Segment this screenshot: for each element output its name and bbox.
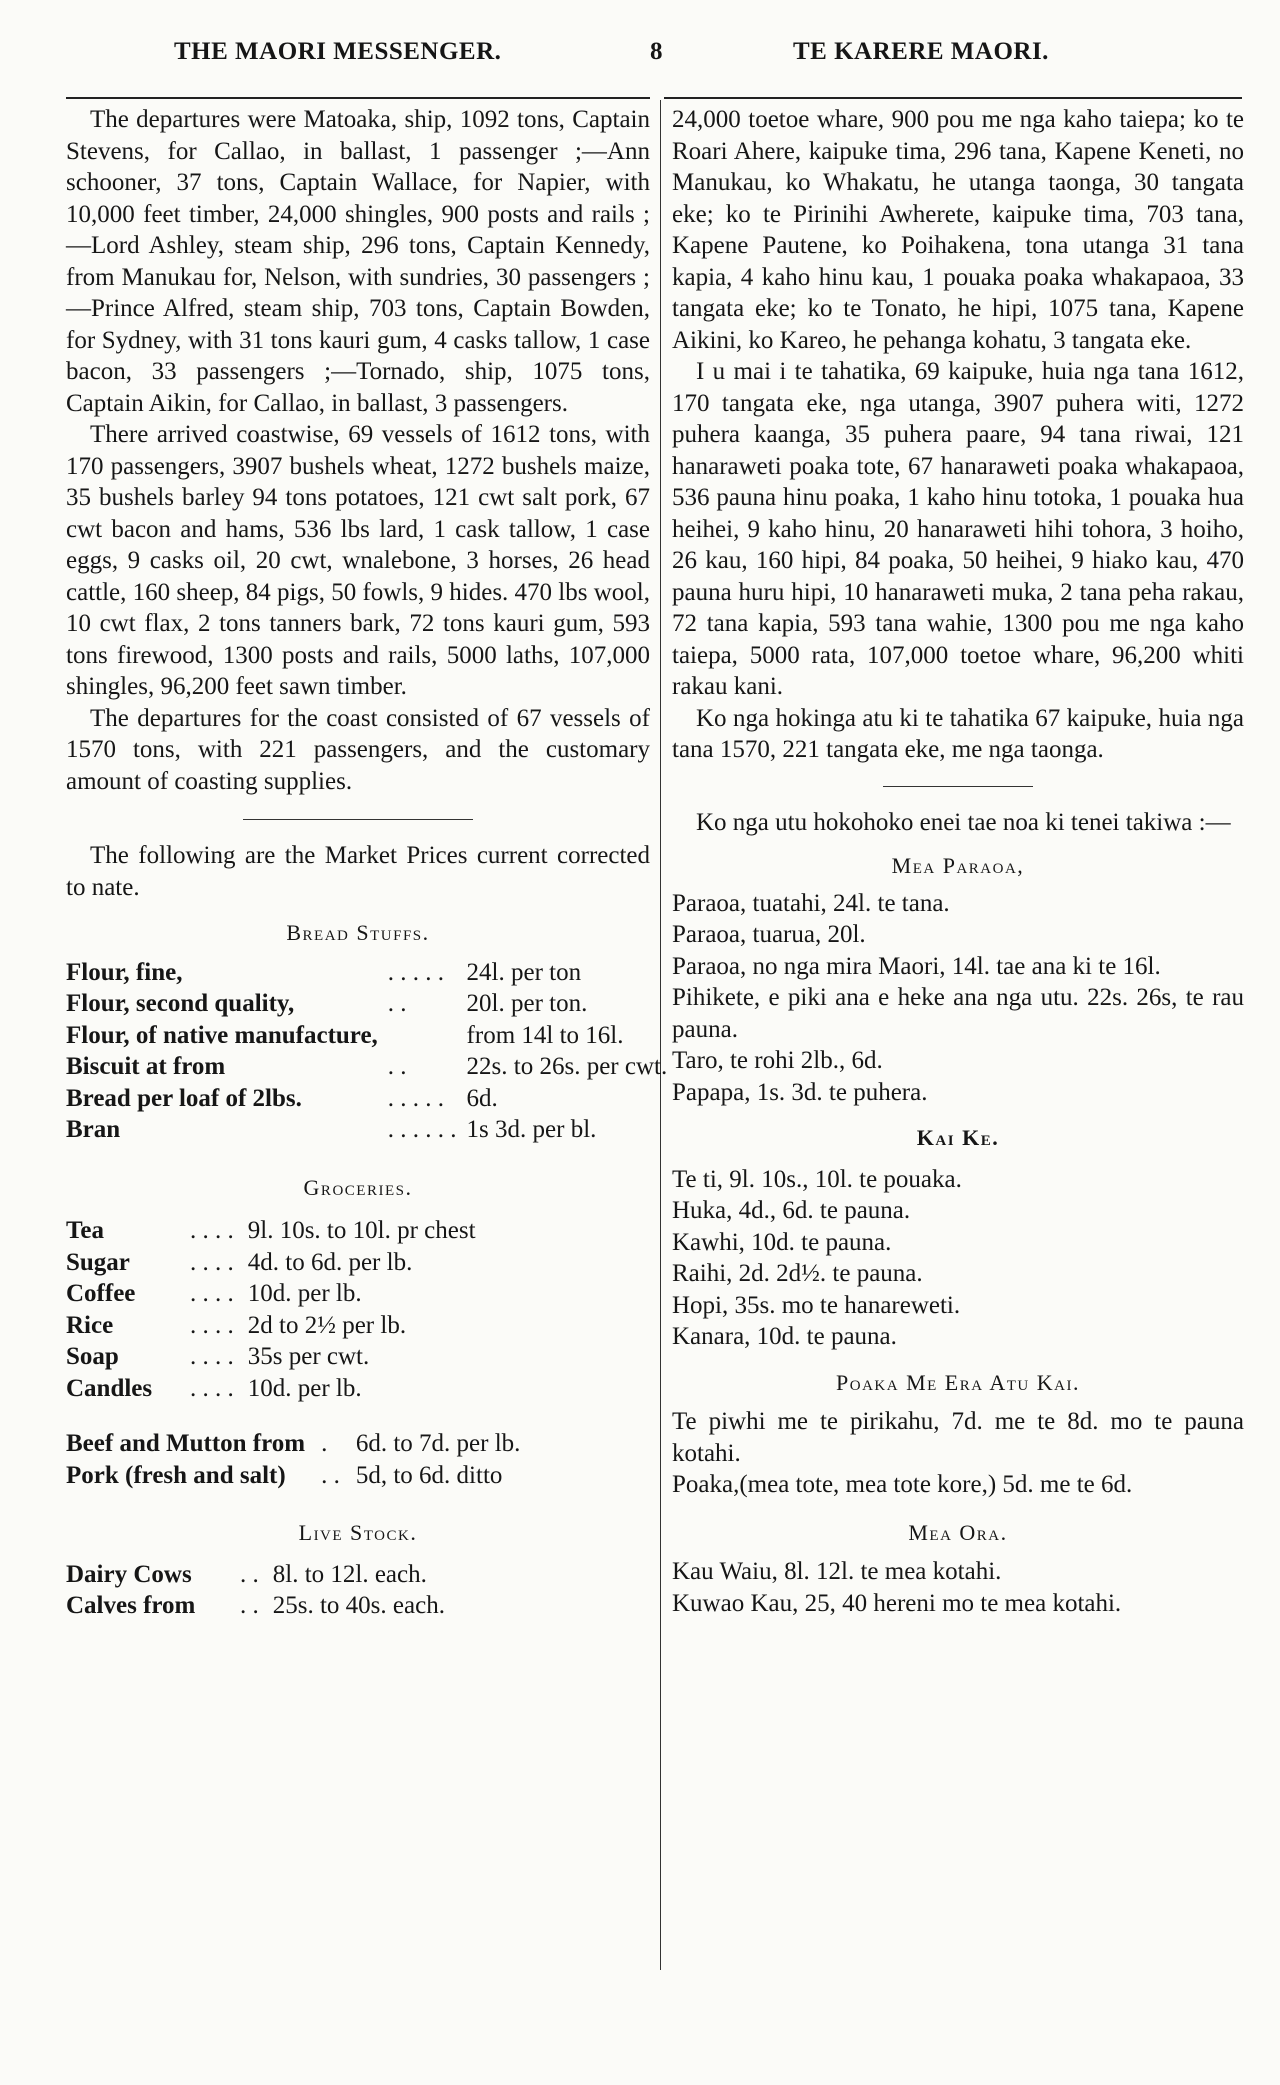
item-name: Flour, fine, [66,958,183,986]
list-item: Kawhi, 10d. te pauna. [672,1228,892,1256]
price-row [66,1428,520,1460]
live-stock-heading: Live Stock. [298,1520,418,1545]
item-name: Bran [66,1116,121,1143]
item-name: Candles [66,1374,153,1402]
groceries-heading: Groceries. [303,1174,413,1200]
mea-ora-heading: Mea Ora. [908,1519,1008,1545]
item-price: 8l. to 12l. each. [272,1560,427,1588]
price-row [66,1278,476,1310]
price-row [66,957,667,989]
item-name: Dairy Cows [66,1560,192,1588]
departures-paragraph: The departures were Matoaka, ship, 1092 tons, Captain Stevens, for Callao, in ballast, 1 passenger ;—Ann schooner, 37 tons, Captain Wallace, for Napier, with 10,000 feet timber, 24,000 shingles, 900 posts and rails ;—Lord Ashley, steam ship, 296 tons, Captain Kennedy, from Manukau for, Nelson, with sundries, 30 passengers ;—Prince Alfred, steam ship, 703 tons, Captain Bowden, for Sydney, with 31 tons kauri gum, 4 casks tallow, 1 case bacon, 33 passengers ;—Tornado, ship, 1075 tons, Captain Aikin, for Callao, in ballast, 3 passengers. [66,106,650,417]
list-item: Kau Waiu, 8l. 12l. te mea kotahi. [672,1558,1002,1585]
leader-dots: . . . . [190,1280,234,1307]
maori-column [672,104,1244,1619]
list-item: Paraoa, tuarua, 20l. [672,921,866,948]
arrivals-paragraph: There arrived coastwise, 69 vessels of 1612 tons, with 170 passengers, 3907 bushels wheat, 1272 bushels maize, 35 bushels barley 94 tons potatoes, 121 cwt salt pork, 67 cwt bacon and hams, 536 lbs lard, 1 cask tallow, 1 case eggs, 9 casks oil, 20 cwt, wnalebone, 3 horses, 26 head cattle, 160 sheep, 84 pigs, 50 fowls, 9 hides. 470 lbs wool, 10 cwt flax, 2 tons tanners bark, 72 tons kauri gum, 593 tons firewood, 1300 posts and rails, 5000 laths, 107,000 shingles, 96,200 feet sawn timber. [66,421,650,700]
price-row [66,1083,667,1115]
bread-stuffs-table [66,957,667,1146]
header-title-english: THE MAORI MESSENGER. [174,38,502,65]
section-rule [883,786,1033,787]
item-price: from 14l to 16l. [466,1021,624,1049]
item-price: 20l. per ton. [466,990,588,1017]
english-column [66,104,668,1622]
item-name: Beef and Mutton from [66,1430,306,1457]
leader-dots: . . [387,1053,407,1080]
header-title-maori: TE KARERE MAORI. [793,38,1049,65]
item-name: Bread per loaf of 2lbs. [66,1084,302,1112]
item-price: 6d. to 7d. per lb. [355,1430,521,1457]
leader-dots: . . . . [190,1217,234,1244]
price-row [66,1051,667,1083]
item-name: Biscuit at from [66,1053,226,1080]
leader-dots: . . . . . [387,1084,445,1112]
market-intro: The following are the Market Prices current corrected to nate. [66,842,650,901]
list-item: Taro, te rohi 2lb., 6d. [672,1047,883,1074]
item-price: 10d. per lb. [247,1374,362,1402]
item-name: Flour, second quality, [66,990,295,1017]
list-item: Paraoa, no nga mira Maori, 14l. tae ana ki te 16l. [672,952,1161,980]
list-item: Hopi, 35s. mo te hanareweti. [672,1291,961,1319]
item-price: 24l. per ton [466,958,582,986]
market-intro-maori: Ko nga utu hokohoko enei tae noa ki tenei takiwa :— [696,808,1231,836]
item-name: Soap [66,1343,119,1370]
item-price: 6d. [466,1084,498,1112]
mea-paraoa-heading: Mea Paraoa, [891,853,1025,878]
leader-dots: . . [240,1592,259,1619]
meat-table [66,1428,520,1491]
price-row [66,1460,520,1492]
leader-dots: . . . . . . [387,1116,457,1143]
list-item: Papapa, 1s. 3d. te puhera. [672,1078,928,1106]
live-stock-table [66,1559,445,1622]
leader-dots: . [321,1430,328,1457]
list-item: Kanara, 10d. te pauna. [672,1323,897,1350]
price-row [66,1114,667,1146]
item-price: 2d to 2½ per lb. [247,1311,407,1339]
leader-dots: . . [387,990,407,1017]
item-price: 35s per cwt. [247,1343,370,1370]
price-row [66,1247,476,1279]
list-item: Te piwhi me te pirikahu, 7d. me te 8d. mo te pauna kotahi. [672,1408,1244,1467]
leader-dots: . . . . [190,1374,234,1402]
leader-dots: . . [321,1461,340,1489]
page-header [0,38,1280,78]
item-price: 5d, to 6d. ditto [355,1461,503,1489]
left-top-rule [66,97,650,99]
departures-paragraph-maori: 24,000 toetoe whare, 900 pou me nga kaho taiepa; ko te Roari Ahere, kaipuke tima, 296 tana, Kapene Keneti, no Manukau, ko Whakatu, he utanga taonga, 30 tangata eke; ko te Pirinihi Awherete, kaipuke tima, 703 tana, Kapene Pautene, ko Poihakena, tona utanga 31 tana kapia, 4 kaho hinu kau, 1 pouaka poaka whakapaoa, 33 tangata eke; ko te Tonato, he hipi, 1075 tana, Kapene Aikini, ko Kareo, he pehanga kohatu, 3 tangata eke. [672,106,1244,354]
leader-dots [378,1020,467,1052]
kai-ke-heading: Kai Ke. [916,1125,1000,1150]
item-name: Pork (fresh and salt) [66,1461,286,1489]
list-item: Pihikete, e piki ana e heke ana nga utu. 22s. 26s, te rau pauna. [672,984,1244,1043]
list-item: Raihi, 2d. 2d½. te pauna. [672,1260,923,1287]
leader-dots: . . . . [190,1311,234,1339]
item-name: Tea [66,1217,104,1244]
groceries-table [66,1215,476,1404]
section-rule [243,819,473,820]
leader-dots: . . [240,1560,259,1588]
item-name: Sugar [66,1248,130,1276]
item-price: 9l. 10s. to 10l. pr chest [247,1217,476,1244]
leader-dots: . . . . . [387,958,445,986]
item-name: Calves from [66,1592,196,1619]
price-row [66,1373,476,1405]
list-item: Poaka,(mea tote, mea tote kore,) 5d. me te 6d. [672,1471,1133,1498]
item-name: Rice [66,1311,114,1339]
list-item: Paraoa, tuatahi, 24l. te tana. [672,889,950,917]
coast-departures-paragraph-maori: Ko nga hokinga atu ki te tahatika 67 kaipuke, huia nga tana 1570, 221 tangata eke, me nga taonga. [672,704,1244,763]
bread-stuffs-heading: Bread Stuffs. [286,920,430,945]
list-item: Te ti, 9l. 10s., 10l. te pouaka. [672,1165,962,1193]
price-row [66,1310,476,1342]
list-item: Kuwao Kau, 25, 40 hereni mo te mea kotahi. [672,1589,1122,1617]
price-row [66,1559,445,1591]
item-price: 10d. per lb. [247,1280,362,1307]
price-row [66,1215,476,1247]
list-item: Huka, 4d., 6d. te pauna. [672,1197,911,1224]
poaka-heading: Poaka Me Era Atu Kai. [836,1369,1080,1395]
item-price: 1s 3d. per bl. [466,1116,597,1143]
price-row [66,988,667,1020]
price-row [66,1341,476,1373]
right-top-rule [664,97,1242,99]
coast-departures-paragraph: The departures for the coast consisted of 67 vessels of 1570 tons, with 221 passengers, and the customary amount of coasting supplies. [66,704,650,795]
page-number: 8 [650,38,663,65]
item-price: 22s. to 26s. per cwt. [466,1053,668,1080]
item-name: Coffee [66,1280,136,1307]
arrivals-paragraph-maori: I u mai i te tahatika, 69 kaipuke, huia nga tana 1612, 170 tangata eke, nga utanga, 3907 puhera witi, 1272 puhera kaanga, 35 puhera paare, 94 tana riwai, 121 hanaraweti poaka tote, 67 hanaraweti poaka whakapaoa, 536 pauna hinu poaka, 1 kaho hinu totoka, 1 pouaka hua heihei, 9 kaho hinu, 20 hanaraweti hihi tohora, 3 hoiho, 26 kau, 160 hipi, 84 poaka, 50 heihei, 9 hiako kau, 470 pauna huru hipi, 10 hanaraweti muka, 2 tana peha rakau, 72 tana kapia, 593 tana wahie, 1300 pou me nga kaho taiepa, 5000 rata, 107,000 toetoe whare, 96,200 whiti rakau kani. [672,358,1244,700]
item-price: 25s. to 40s. each. [272,1592,445,1619]
price-row [66,1020,667,1052]
leader-dots: . . . . [190,1248,234,1276]
leader-dots: . . . . [190,1343,234,1370]
item-price: 4d. to 6d. per lb. [247,1248,413,1276]
item-name: Flour, of native manufacture, [66,1021,378,1049]
price-row [66,1590,445,1622]
